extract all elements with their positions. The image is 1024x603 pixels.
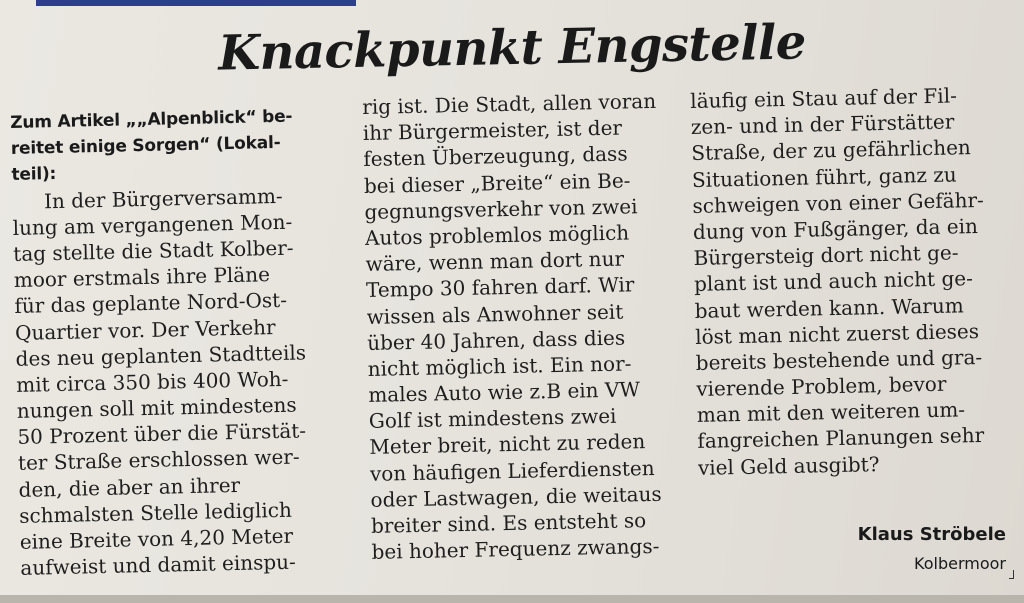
text-line: bei dieser „Breite“ ein Be- [363,167,631,198]
text-line: über 40 Jahren, dass dies [366,325,626,355]
text-line: bei hoher Frequenz zwangs- [371,534,660,565]
text-line: wissen als Anwohner seit [366,299,624,329]
text-line: bereits bestehende und gra- [695,344,983,375]
text-line: lung am vergangenen Mon- [12,209,293,240]
text-line: Bürgersteig dort nicht ge- [693,240,959,271]
text-line: viel Geld ausgibt? [697,451,880,480]
author-location: Kolbermoor [914,554,1006,573]
top-rule-divider [36,0,356,6]
text-line: ihr Bürgermeister, ist der [362,115,623,146]
text-line: man mit den weiteren um- [696,397,966,428]
reference-line: teil): [11,164,57,186]
text-line: ter Straße erschlossen wer- [17,444,300,476]
text-line: Autos problemlos möglich [364,220,630,250]
text-line: festen Überzeugung, dass [363,141,628,172]
text-line: für das geplante Nord-Ost- [14,288,288,319]
text-line: moor erstmals ihre Pläne [13,262,271,293]
column-3 [690,81,1020,480]
text-line: wäre, wenn man dort nur [365,246,625,277]
text-line: von häufigen Lieferdiensten [369,455,655,486]
text-line: Meter breit, nicht zu reden [369,429,646,460]
text-line: des neu geplanten Stadtteils [15,340,307,371]
text-line: 50 Prozent über die Fürstät- [17,418,307,450]
reference-line: reitet einige Sorgen“ (Lokal- [10,133,281,160]
text-line: tag stellte die Stadt Kolber- [12,235,294,266]
text-line: zen- und in der Fürstätter [690,109,955,140]
text-line: vierende Problem, bevor [696,371,947,401]
text-line: In der Bürgerversamm- [43,183,283,213]
author-name: Klaus Ströbele [857,524,1006,545]
column-2 [362,87,684,565]
text-line: fangreichen Planungen sehr [697,423,985,454]
headline: Knackpunkt Engstelle [217,14,807,82]
text-line: löst man nicht zuerst dieses [694,318,980,349]
text-line: mit circa 350 bis 400 Woh- [15,366,289,397]
text-line: aufweist und damit einspu- [20,549,297,581]
text-line: läufig ein Stau auf der Fil- [690,83,958,113]
text-line: Situationen führt, ganz zu [691,162,957,192]
text-line: nungen soll mit mindestens [16,392,297,423]
text-line: nicht möglich ist. Ein nor- [367,351,632,381]
text-line: breiter sind. Es entsteht so [370,508,647,538]
text-line: dung von Fußgänger, da ein [692,213,979,244]
text-line: gegnungsverkehr von zwei [364,194,638,224]
text-line: schweigen von einer Gefähr- [692,187,985,218]
page-edge [0,595,1024,603]
text-line: den, die aber an ihrer [18,472,241,502]
text-line: baut werden kann. Warum [694,292,964,323]
text-line: schmalsten Stelle lediglich [18,497,293,528]
end-mark-icon [1009,570,1014,579]
text-line: Tempo 30 fahren darf. Wir [365,272,635,303]
text-line: Golf ist mindestens zwei [368,403,617,434]
text-line: eine Breite von 4,20 Meter [19,523,294,554]
text-line: plant ist und auch nicht ge- [693,266,974,297]
column-1 [10,102,355,581]
reference-line: Zum Artikel „„Alpenblick“ be- [10,106,293,133]
text-line: rig ist. Die Stadt, allen voran [362,88,657,119]
text-line: males Auto wie z.B ein VW [368,377,641,407]
text-line: oder Lastwagen, die weitaus [370,481,662,512]
text-line: Quartier vor. Der Verkehr [14,314,276,345]
text-line: Straße, der zu gefährlichen [691,135,972,166]
